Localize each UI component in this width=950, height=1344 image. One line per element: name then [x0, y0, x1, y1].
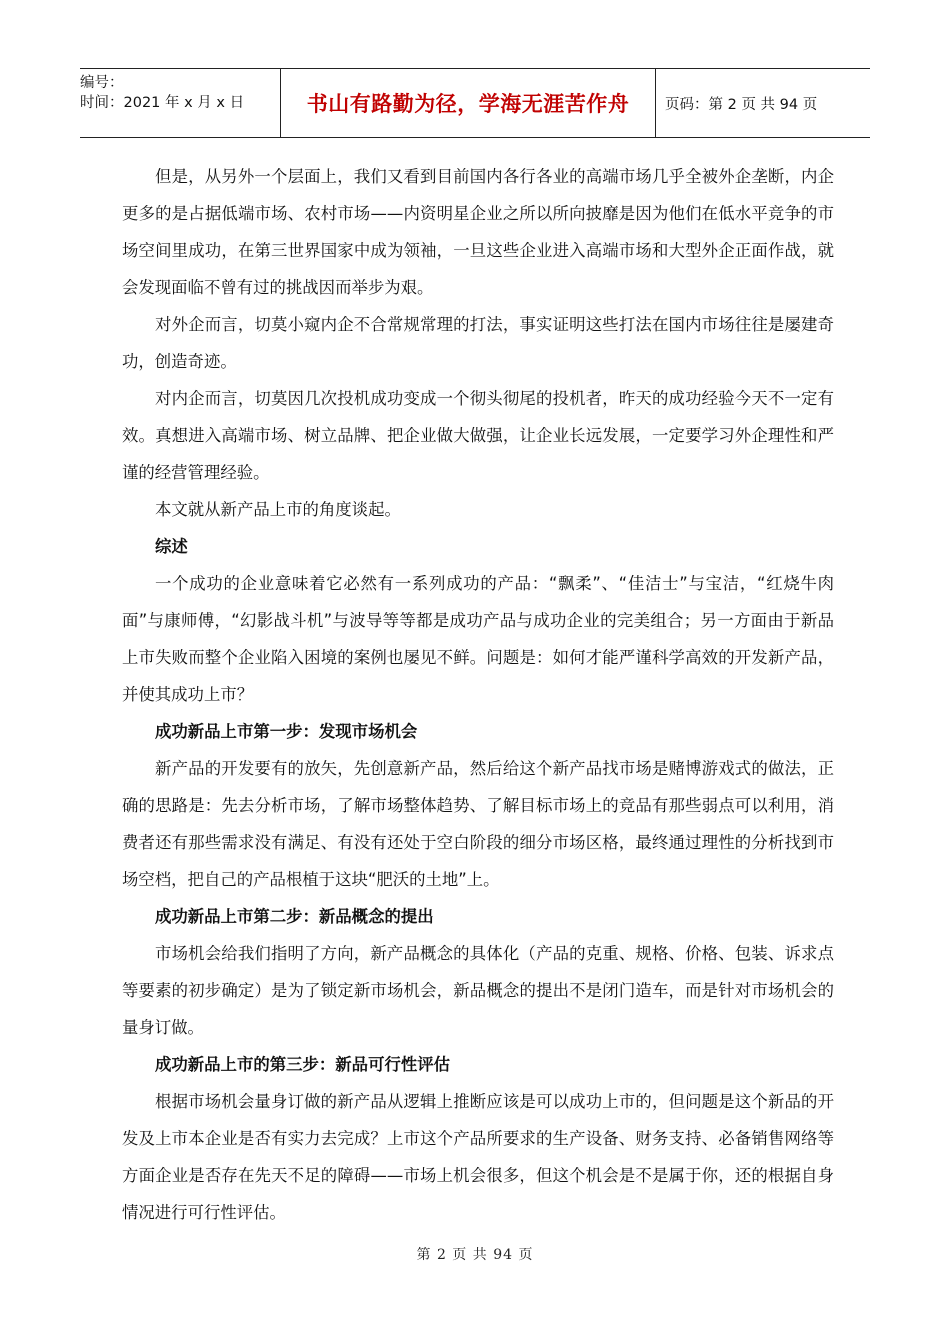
paragraph: 根据市场机会量身订做的新产品从逻辑上推断应该是可以成功上市的，但问题是这个新品的开发及上市本企业是否有实力去完成？上市这个产品所要求的生产设备、财务支持、必备销售网络等方面企业是否存在先天不足的障碍——市场上机会很多，但这个机会是不是属于你，还的根据自身情况进行可行性评估。	[122, 1092, 834, 1222]
page-header	[80, 68, 870, 138]
section-heading-step2: 成功新品上市第二步：新品概念的提出	[155, 907, 434, 926]
section-heading-step3: 成功新品上市的第三步：新品可行性评估	[155, 1055, 451, 1074]
paragraph: 市场机会给我们指明了方向，新产品概念的具体化（产品的克重、规格、价格、包装、诉求点等要素的初步确定）是为了锁定新市场机会，新品概念的提出不是闭门造车，而是针对市场机会的量身订做。	[122, 944, 834, 1037]
page-footer: 第 2 页 共 94 页	[416, 1247, 534, 1263]
page-number-label: 页码：第 2 页 共 94 页	[665, 96, 818, 113]
header-meta	[80, 69, 280, 141]
number-label: 编号：	[80, 75, 124, 91]
paragraph: 对外企而言，切莫小窥内企不合常规常理的打法，事实证明这些打法在国内市场往往是屡建奇功，创造奇迹。	[122, 315, 834, 371]
paragraph: 新产品的开发要有的放矢，先创意新产品，然后给这个新产品找市场是赌博游戏式的做法，正确的思路是：先去分析市场，了解市场整体趋势、了解目标市场上的竞品有那些弱点可以利用，消费者还有那些需求没有满足、有没有还处于空白阶段的细分市场区格，最终通过理性的分析找到市场空档，把自己的产品根植于这块“肥沃的土地”上。	[122, 759, 834, 889]
motto: 书山有路勤为径，学海无涯苦作舟	[306, 92, 630, 116]
paragraph: 对内企而言，切莫因几次投机成功变成一个彻头彻尾的投机者，昨天的成功经验今天不一定有效。真想进入高端市场、树立品牌、把企业做大做强，让企业长远发展，一定要学习外企理性和严谨的经营管理经验。	[122, 389, 834, 482]
header-motto-cell	[280, 69, 656, 137]
document-body	[122, 158, 834, 1231]
paragraph: 本文就从新产品上市的角度谈起。	[155, 500, 401, 519]
section-heading-step1: 成功新品上市第一步：发现市场机会	[155, 722, 418, 741]
time-label: 时间：2021 年 x 月 x 日	[80, 95, 245, 111]
paragraph: 但是，从另外一个层面上，我们又看到目前国内各行各业的高端市场几乎全被外企垄断，内企更多的是占据低端市场、农村市场——内资明星企业之所以所向披靡是因为他们在低水平竞争的市场空间里成功，在第三世界国家中成为领袖，一旦这些企业进入高端市场和大型外企正面作战，就会发现面临不曾有过的挑战因而举步为艰。	[122, 167, 834, 297]
header-page-cell	[655, 69, 880, 137]
section-heading-overview: 综述	[155, 537, 188, 556]
paragraph: 一个成功的企业意味着它必然有一系列成功的产品：“飘柔”、“佳洁士”与宝洁，“红烧牛肉面”与康师傅，“幻影战斗机”与波导等等都是成功产品与成功企业的完美组合；另一方面由于新品上市失败而整个企业陷入困境的案例也屡见不鲜。问题是：如何才能严谨科学高效的开发新产品，并使其成功上市？	[122, 574, 834, 704]
